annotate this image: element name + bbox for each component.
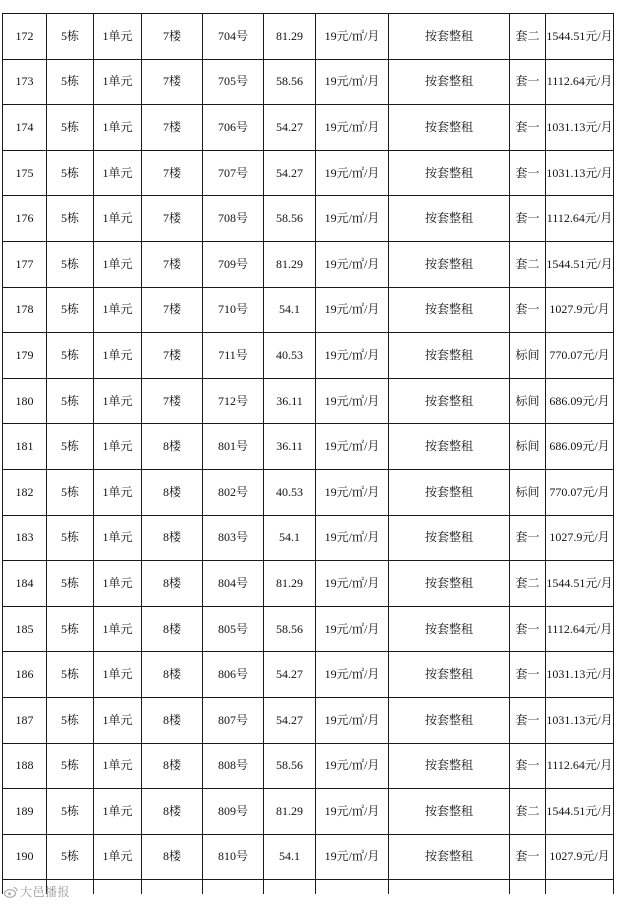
floor-cell: 8楼 xyxy=(142,697,203,743)
unit-cell: 1单元 xyxy=(94,743,142,789)
room-number-cell: 710号 xyxy=(203,287,264,333)
unit-cell: 1单元 xyxy=(94,333,142,379)
row-number-cell: 178 xyxy=(3,287,47,333)
floor-cell: 7楼 xyxy=(142,241,203,287)
room-number-cell: 808号 xyxy=(203,743,264,789)
monthly-rent-cell: 1027.9元/月 xyxy=(546,515,614,561)
rental-mode-cell: 按套整租 xyxy=(389,424,510,470)
area-cell: 58.56 xyxy=(264,743,316,789)
area-cell: 54.27 xyxy=(264,105,316,151)
room-number-cell: 705号 xyxy=(203,59,264,105)
floor-cell: 8楼 xyxy=(142,469,203,515)
table-row xyxy=(3,652,614,698)
rent-rate-cell: 19元/㎡/月 xyxy=(316,515,389,561)
monthly-rent-cell: 1031.13元/月 xyxy=(546,697,614,743)
rental-mode-cell: 按套整租 xyxy=(389,14,510,60)
building-cell: 5栋 xyxy=(47,561,94,607)
area-cell: 81.29 xyxy=(264,789,316,835)
unit-cell: 1单元 xyxy=(94,561,142,607)
room-number-cell: 810号 xyxy=(203,834,264,880)
unit-cell: 1单元 xyxy=(94,606,142,652)
rental-mode-cell: 按套整租 xyxy=(389,333,510,379)
floor-cell: 7楼 xyxy=(142,333,203,379)
rental-mode-cell: 按套整租 xyxy=(389,150,510,196)
room-number-cell: 804号 xyxy=(203,561,264,607)
empty-cell xyxy=(546,880,614,895)
building-cell: 5栋 xyxy=(47,469,94,515)
table-row xyxy=(3,150,614,196)
table-row xyxy=(3,606,614,652)
row-number-cell: 186 xyxy=(3,652,47,698)
room-number-cell: 805号 xyxy=(203,606,264,652)
building-cell: 5栋 xyxy=(47,378,94,424)
area-cell: 58.56 xyxy=(264,196,316,242)
row-number-cell: 190 xyxy=(3,834,47,880)
room-number-cell: 708号 xyxy=(203,196,264,242)
rent-rate-cell: 19元/㎡/月 xyxy=(316,287,389,333)
unit-cell: 1单元 xyxy=(94,241,142,287)
rental-mode-cell: 按套整租 xyxy=(389,196,510,242)
unit-cell: 1单元 xyxy=(94,424,142,470)
unit-cell: 1单元 xyxy=(94,378,142,424)
monthly-rent-cell: 1031.13元/月 xyxy=(546,150,614,196)
rent-rate-cell: 19元/㎡/月 xyxy=(316,59,389,105)
unit-type-cell: 套二 xyxy=(510,14,546,60)
floor-cell: 7楼 xyxy=(142,59,203,105)
building-cell: 5栋 xyxy=(47,697,94,743)
room-number-cell: 704号 xyxy=(203,14,264,60)
building-cell: 5栋 xyxy=(47,105,94,151)
rental-mode-cell: 按套整租 xyxy=(389,789,510,835)
floor-cell: 7楼 xyxy=(142,196,203,242)
row-number-cell: 174 xyxy=(3,105,47,151)
floor-cell: 8楼 xyxy=(142,606,203,652)
rental-mode-cell: 按套整租 xyxy=(389,697,510,743)
row-number-cell: 176 xyxy=(3,196,47,242)
empty-cell xyxy=(203,880,264,895)
rental-mode-cell: 按套整租 xyxy=(389,834,510,880)
floor-cell: 7楼 xyxy=(142,150,203,196)
rent-rate-cell: 19元/㎡/月 xyxy=(316,378,389,424)
building-cell: 5栋 xyxy=(47,515,94,561)
room-number-cell: 709号 xyxy=(203,241,264,287)
rental-mode-cell: 按套整租 xyxy=(389,105,510,151)
rent-rate-cell: 19元/㎡/月 xyxy=(316,333,389,379)
empty-cell xyxy=(510,880,546,895)
room-number-cell: 809号 xyxy=(203,789,264,835)
row-number-cell: 180 xyxy=(3,378,47,424)
rent-rate-cell: 19元/㎡/月 xyxy=(316,697,389,743)
area-cell: 58.56 xyxy=(264,59,316,105)
area-cell: 54.1 xyxy=(264,287,316,333)
unit-cell: 1单元 xyxy=(94,789,142,835)
unit-type-cell: 套二 xyxy=(510,561,546,607)
area-cell: 54.27 xyxy=(264,652,316,698)
room-number-cell: 802号 xyxy=(203,469,264,515)
unit-cell: 1单元 xyxy=(94,105,142,151)
table-row xyxy=(3,469,614,515)
area-cell: 81.29 xyxy=(264,561,316,607)
room-number-cell: 707号 xyxy=(203,150,264,196)
area-cell: 54.27 xyxy=(264,150,316,196)
monthly-rent-cell: 1544.51元/月 xyxy=(546,14,614,60)
monthly-rent-cell: 770.07元/月 xyxy=(546,333,614,379)
table-row xyxy=(3,59,614,105)
table-row xyxy=(3,697,614,743)
table-row xyxy=(3,834,614,880)
row-number-cell: 182 xyxy=(3,469,47,515)
building-cell: 5栋 xyxy=(47,333,94,379)
unit-cell: 1单元 xyxy=(94,196,142,242)
area-cell: 36.11 xyxy=(264,378,316,424)
rent-rate-cell: 19元/㎡/月 xyxy=(316,834,389,880)
building-cell: 5栋 xyxy=(47,606,94,652)
row-number-cell: 181 xyxy=(3,424,47,470)
table-body xyxy=(3,14,614,895)
table-row xyxy=(3,789,614,835)
rental-mode-cell: 按套整租 xyxy=(389,241,510,287)
row-number-cell: 179 xyxy=(3,333,47,379)
table-row xyxy=(3,196,614,242)
unit-cell: 1单元 xyxy=(94,287,142,333)
table-row xyxy=(3,515,614,561)
unit-type-cell: 套一 xyxy=(510,652,546,698)
unit-type-cell: 套二 xyxy=(510,789,546,835)
monthly-rent-cell: 1112.64元/月 xyxy=(546,59,614,105)
table-row xyxy=(3,241,614,287)
unit-cell: 1单元 xyxy=(94,14,142,60)
rental-mode-cell: 按套整租 xyxy=(389,606,510,652)
rent-rate-cell: 19元/㎡/月 xyxy=(316,14,389,60)
unit-cell: 1单元 xyxy=(94,59,142,105)
monthly-rent-cell: 1027.9元/月 xyxy=(546,287,614,333)
unit-cell: 1单元 xyxy=(94,697,142,743)
unit-type-cell: 套一 xyxy=(510,105,546,151)
floor-cell: 7楼 xyxy=(142,287,203,333)
monthly-rent-cell: 1031.13元/月 xyxy=(546,652,614,698)
rent-rate-cell: 19元/㎡/月 xyxy=(316,241,389,287)
table-row xyxy=(3,333,614,379)
building-cell: 5栋 xyxy=(47,287,94,333)
monthly-rent-cell: 1112.64元/月 xyxy=(546,743,614,789)
rent-rate-cell: 19元/㎡/月 xyxy=(316,789,389,835)
row-number-cell: 177 xyxy=(3,241,47,287)
building-cell: 5栋 xyxy=(47,59,94,105)
table-row xyxy=(3,14,614,60)
area-cell: 40.53 xyxy=(264,469,316,515)
monthly-rent-cell: 1031.13元/月 xyxy=(546,105,614,151)
area-cell: 54.27 xyxy=(264,697,316,743)
rent-rate-cell: 19元/㎡/月 xyxy=(316,105,389,151)
room-number-cell: 706号 xyxy=(203,105,264,151)
area-cell: 54.1 xyxy=(264,515,316,561)
floor-cell: 8楼 xyxy=(142,515,203,561)
monthly-rent-cell: 1112.64元/月 xyxy=(546,606,614,652)
area-cell: 40.53 xyxy=(264,333,316,379)
unit-type-cell: 标间 xyxy=(510,378,546,424)
floor-cell: 8楼 xyxy=(142,561,203,607)
floor-cell: 8楼 xyxy=(142,652,203,698)
row-number-cell: 175 xyxy=(3,150,47,196)
row-number-cell: 185 xyxy=(3,606,47,652)
unit-type-cell: 标间 xyxy=(510,469,546,515)
monthly-rent-cell: 1112.64元/月 xyxy=(546,196,614,242)
building-cell: 5栋 xyxy=(47,789,94,835)
floor-cell: 8楼 xyxy=(142,743,203,789)
unit-type-cell: 套一 xyxy=(510,59,546,105)
monthly-rent-cell: 1544.51元/月 xyxy=(546,241,614,287)
rent-rate-cell: 19元/㎡/月 xyxy=(316,196,389,242)
empty-cell xyxy=(389,880,510,895)
room-number-cell: 806号 xyxy=(203,652,264,698)
rental-mode-cell: 按套整租 xyxy=(389,59,510,105)
room-number-cell: 803号 xyxy=(203,515,264,561)
rental-mode-cell: 按套整租 xyxy=(389,652,510,698)
monthly-rent-cell: 1027.9元/月 xyxy=(546,834,614,880)
room-number-cell: 801号 xyxy=(203,424,264,470)
unit-type-cell: 套一 xyxy=(510,287,546,333)
table-row xyxy=(3,561,614,607)
unit-cell: 1单元 xyxy=(94,834,142,880)
unit-type-cell: 套一 xyxy=(510,515,546,561)
row-number-cell: 188 xyxy=(3,743,47,789)
weibo-logo-icon xyxy=(4,886,18,898)
unit-type-cell: 套一 xyxy=(510,150,546,196)
building-cell: 5栋 xyxy=(47,150,94,196)
building-cell: 5栋 xyxy=(47,652,94,698)
monthly-rent-cell: 686.09元/月 xyxy=(546,378,614,424)
rental-mode-cell: 按套整租 xyxy=(389,743,510,789)
unit-type-cell: 标间 xyxy=(510,424,546,470)
rent-rate-cell: 19元/㎡/月 xyxy=(316,469,389,515)
rent-rate-cell: 19元/㎡/月 xyxy=(316,743,389,789)
building-cell: 5栋 xyxy=(47,14,94,60)
floor-cell: 7楼 xyxy=(142,378,203,424)
building-cell: 5栋 xyxy=(47,424,94,470)
unit-cell: 1单元 xyxy=(94,515,142,561)
monthly-rent-cell: 770.07元/月 xyxy=(546,469,614,515)
rental-mode-cell: 按套整租 xyxy=(389,469,510,515)
floor-cell: 8楼 xyxy=(142,834,203,880)
unit-type-cell: 套二 xyxy=(510,241,546,287)
room-number-cell: 711号 xyxy=(203,333,264,379)
building-cell: 5栋 xyxy=(47,196,94,242)
table-row xyxy=(3,287,614,333)
floor-cell: 8楼 xyxy=(142,424,203,470)
watermark xyxy=(4,883,70,900)
area-cell: 81.29 xyxy=(264,14,316,60)
unit-cell: 1单元 xyxy=(94,469,142,515)
table-row xyxy=(3,424,614,470)
unit-cell: 1单元 xyxy=(94,150,142,196)
row-number-cell: 173 xyxy=(3,59,47,105)
row-number-cell: 187 xyxy=(3,697,47,743)
rent-rate-cell: 19元/㎡/月 xyxy=(316,150,389,196)
building-cell: 5栋 xyxy=(47,241,94,287)
rental-mode-cell: 按套整租 xyxy=(389,561,510,607)
area-cell: 58.56 xyxy=(264,606,316,652)
watermark-text: 大邑播报 xyxy=(20,885,71,899)
rent-rate-cell: 19元/㎡/月 xyxy=(316,561,389,607)
floor-cell: 7楼 xyxy=(142,105,203,151)
empty-cell xyxy=(94,880,142,895)
unit-cell: 1单元 xyxy=(94,652,142,698)
unit-type-cell: 套一 xyxy=(510,196,546,242)
unit-type-cell: 套一 xyxy=(510,743,546,789)
room-number-cell: 712号 xyxy=(203,378,264,424)
table-row-partial xyxy=(3,880,614,895)
table-row xyxy=(3,378,614,424)
table-row xyxy=(3,743,614,789)
row-number-cell: 189 xyxy=(3,789,47,835)
row-number-cell: 183 xyxy=(3,515,47,561)
empty-cell xyxy=(264,880,316,895)
unit-type-cell: 标间 xyxy=(510,333,546,379)
rental-mode-cell: 按套整租 xyxy=(389,287,510,333)
monthly-rent-cell: 1544.51元/月 xyxy=(546,789,614,835)
rent-rate-cell: 19元/㎡/月 xyxy=(316,424,389,470)
unit-type-cell: 套一 xyxy=(510,834,546,880)
monthly-rent-cell: 686.09元/月 xyxy=(546,424,614,470)
building-cell: 5栋 xyxy=(47,834,94,880)
area-cell: 81.29 xyxy=(264,241,316,287)
table-row xyxy=(3,105,614,151)
rental-listing-table xyxy=(2,13,614,894)
rental-mode-cell: 按套整租 xyxy=(389,515,510,561)
row-number-cell: 184 xyxy=(3,561,47,607)
area-cell: 36.11 xyxy=(264,424,316,470)
building-cell: 5栋 xyxy=(47,743,94,789)
empty-cell xyxy=(316,880,389,895)
rent-rate-cell: 19元/㎡/月 xyxy=(316,652,389,698)
unit-type-cell: 套一 xyxy=(510,697,546,743)
row-number-cell: 172 xyxy=(3,14,47,60)
floor-cell: 7楼 xyxy=(142,14,203,60)
unit-type-cell: 套一 xyxy=(510,606,546,652)
rent-rate-cell: 19元/㎡/月 xyxy=(316,606,389,652)
floor-cell: 8楼 xyxy=(142,789,203,835)
room-number-cell: 807号 xyxy=(203,697,264,743)
empty-cell xyxy=(142,880,203,895)
monthly-rent-cell: 1544.51元/月 xyxy=(546,561,614,607)
rental-mode-cell: 按套整租 xyxy=(389,378,510,424)
area-cell: 54.1 xyxy=(264,834,316,880)
